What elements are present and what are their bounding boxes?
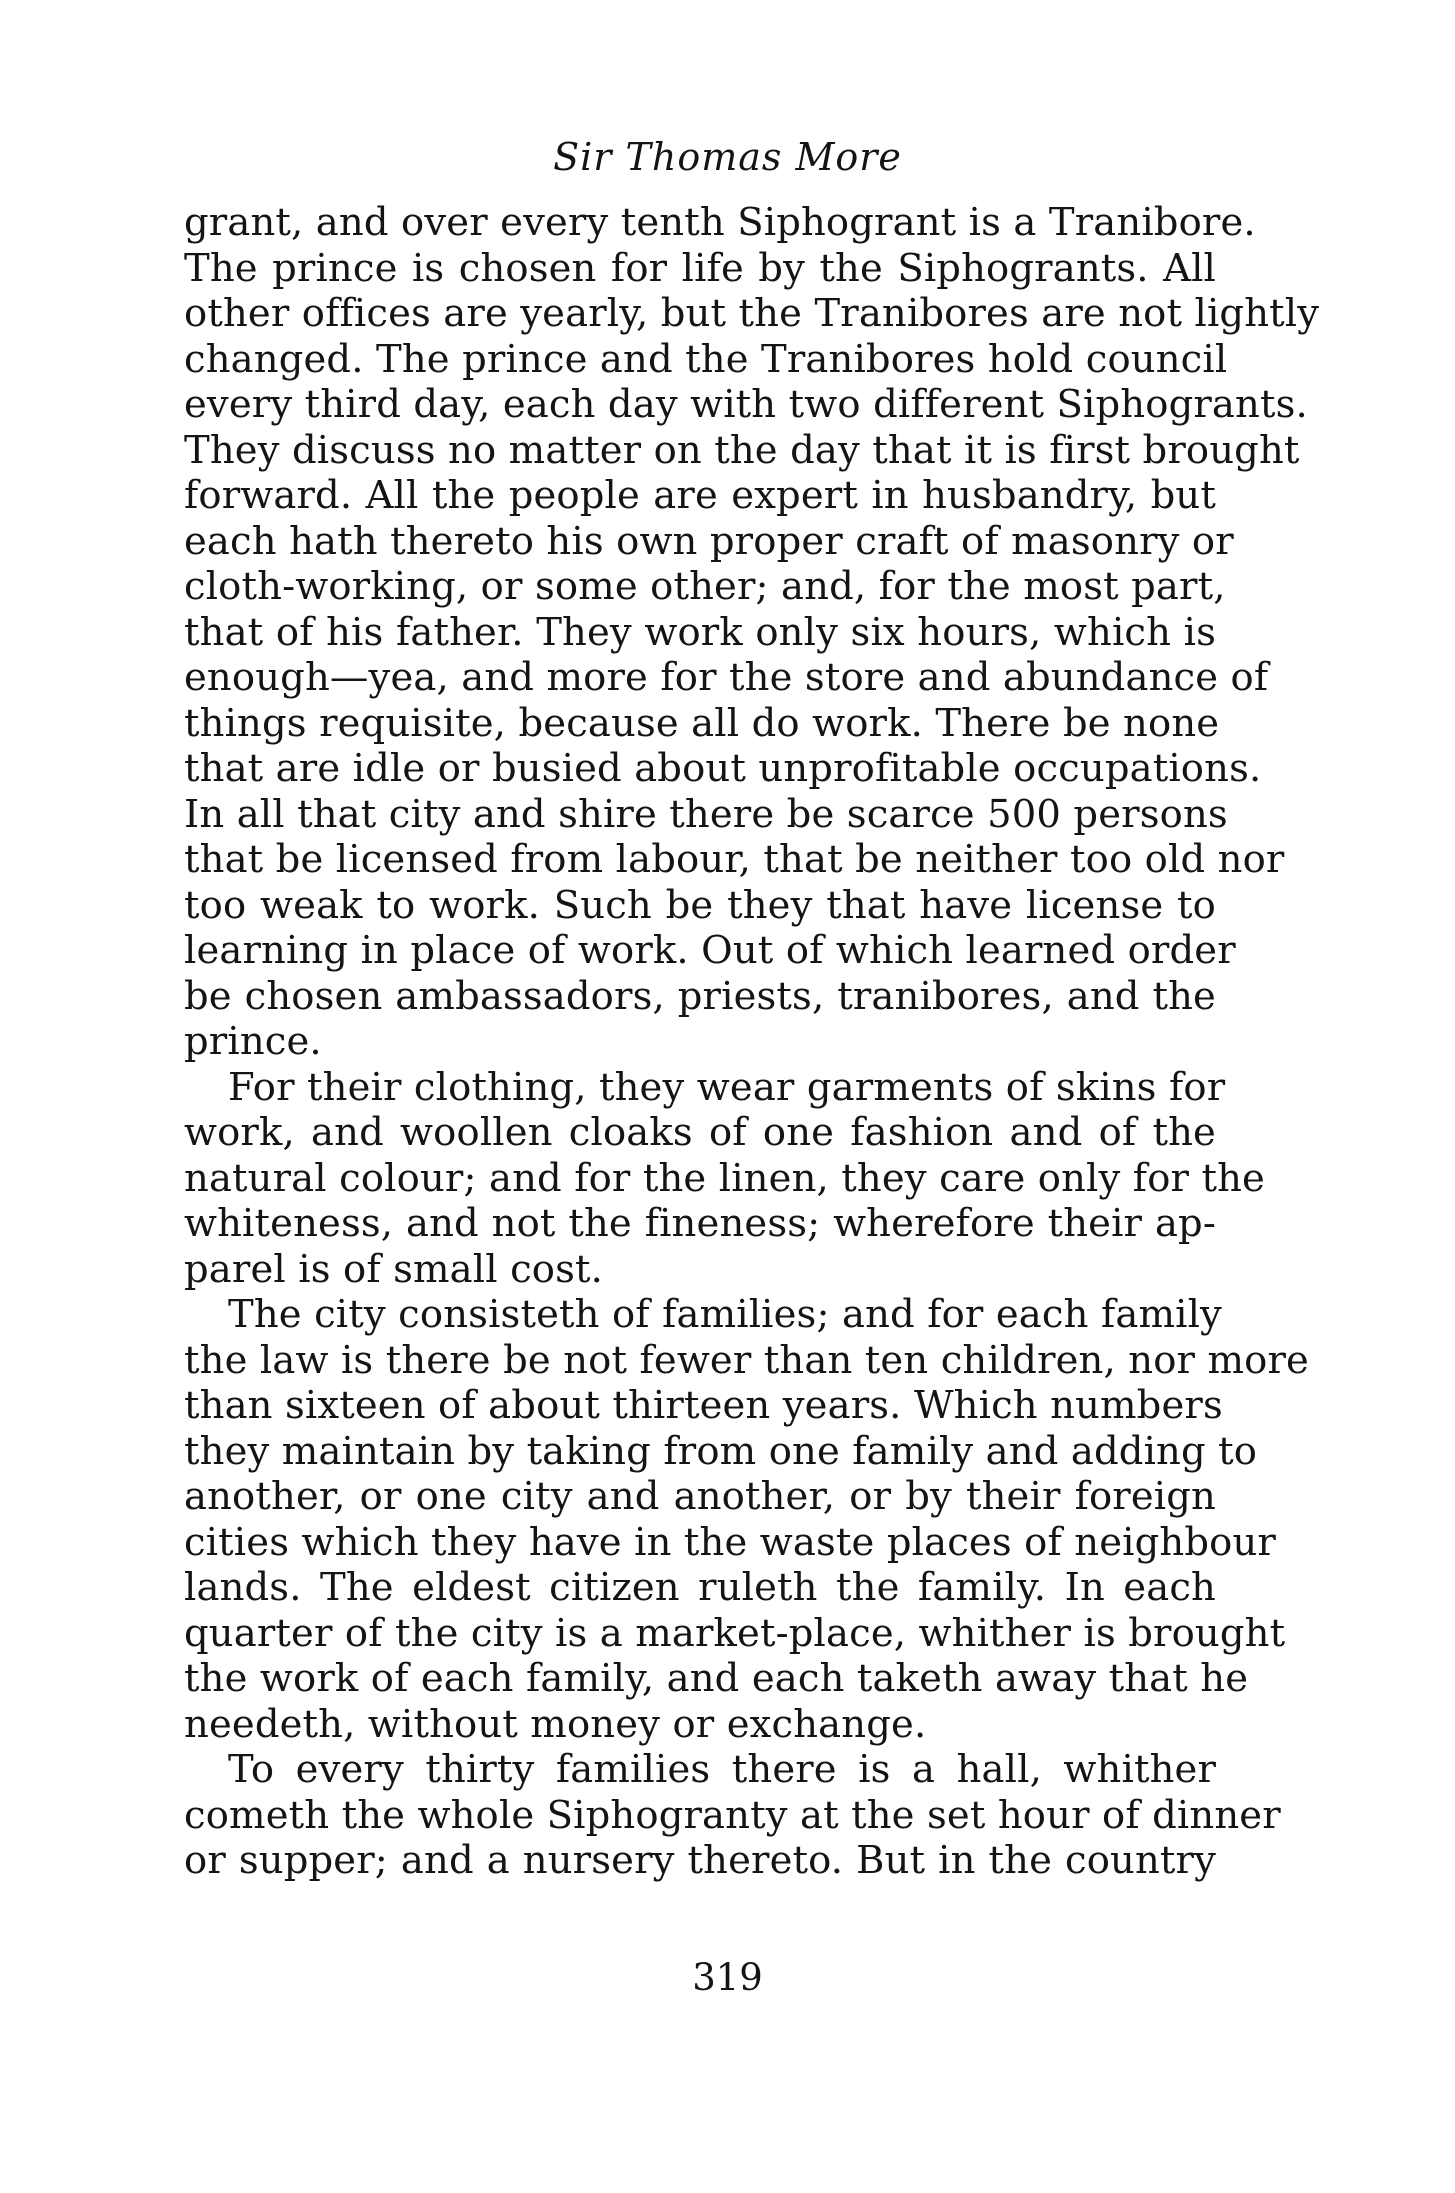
text-line: quarter of the city is a market-place, whither is brought (184, 1610, 1286, 1656)
text-line: too weak to work. Such be they that have license to (184, 882, 1216, 928)
text-line: enough—yea, and more for the store and abundance of (184, 655, 1269, 700)
text-line: each hath thereto his own proper craft of masonry or (184, 518, 1234, 564)
text-line: the work of each family, and each taketh away that he (184, 1656, 1249, 1701)
paragraph-start-line: To every thirty families there is a hall, whither (228, 1747, 1216, 1792)
text-line: than sixteen of about thirteen years. Which numbers (184, 1383, 1223, 1428)
body-text (184, 200, 1320, 1884)
text-line: that be licensed from labour, that be neither too old nor (184, 837, 1285, 882)
text-line: be chosen ambassadors, priests, tranibores, and the (184, 973, 1216, 1019)
text-line: that of his father. They work only six hours, which is (184, 609, 1216, 655)
text-line: the law is there be not fewer than ten children, nor more (184, 1337, 1309, 1383)
text-line: or supper; and a nursery thereto. But in the country (184, 1838, 1216, 1883)
text-line: forward. All the people are expert in husbandry, but (184, 473, 1216, 518)
text-line: They discuss no matter on the day that it is first brought (184, 427, 1300, 473)
paragraph-start-line: The city consisteth of families; and for each family (228, 1292, 1222, 1337)
text-line: cometh the whole Siphogranty at the set hour of dinner (184, 1792, 1281, 1838)
text-line: grant, and over every tenth Siphogrant is a Tranibore. (184, 200, 1256, 245)
text-line: other offices are yearly, but the Tranibores are not lightly (184, 291, 1320, 336)
text-line: work, and woollen cloaks of one fashion and of the (184, 1110, 1216, 1155)
text-line: every third day, each day with two different Siphogrants. (184, 382, 1308, 427)
text-line: another, or one city and another, or by their foreign (184, 1474, 1216, 1519)
text-line: changed. The prince and the Tranibores hold council (184, 336, 1228, 382)
text-line: whiteness, and not the fineness; wherefore their ap- (184, 1201, 1216, 1246)
text-line: cities which they have in the waste places of neighbour (184, 1519, 1276, 1565)
text-line: parel is of small cost. (184, 1246, 604, 1292)
page-number: 319 (692, 1956, 763, 1999)
text-line: natural colour; and for the linen, they care only for the (184, 1155, 1265, 1201)
text-line: cloth-working, or some other; and, for the most part, (184, 564, 1226, 609)
paragraph-start-line: For their clothing, they wear garments of skins for (228, 1064, 1226, 1110)
text-line: prince. (184, 1019, 322, 1064)
text-line: lands. The eldest citizen ruleth the family. In each (184, 1565, 1216, 1610)
text-line: things requisite, because all do work. There be none (184, 700, 1220, 746)
text-line: learning in place of work. Out of which learned order (184, 928, 1236, 973)
text-line: The prince is chosen for life by the Siphogrants. All (184, 245, 1216, 291)
running-head: Sir Thomas More (553, 135, 902, 179)
text-line: they maintain by taking from one family and adding to (184, 1428, 1258, 1474)
text-line: that are idle or busied about unprofitable occupations. (184, 746, 1262, 791)
text-line: needeth, without money or exchange. (184, 1701, 927, 1747)
text-line: In all that city and shire there be scarce 500 persons (184, 791, 1228, 837)
